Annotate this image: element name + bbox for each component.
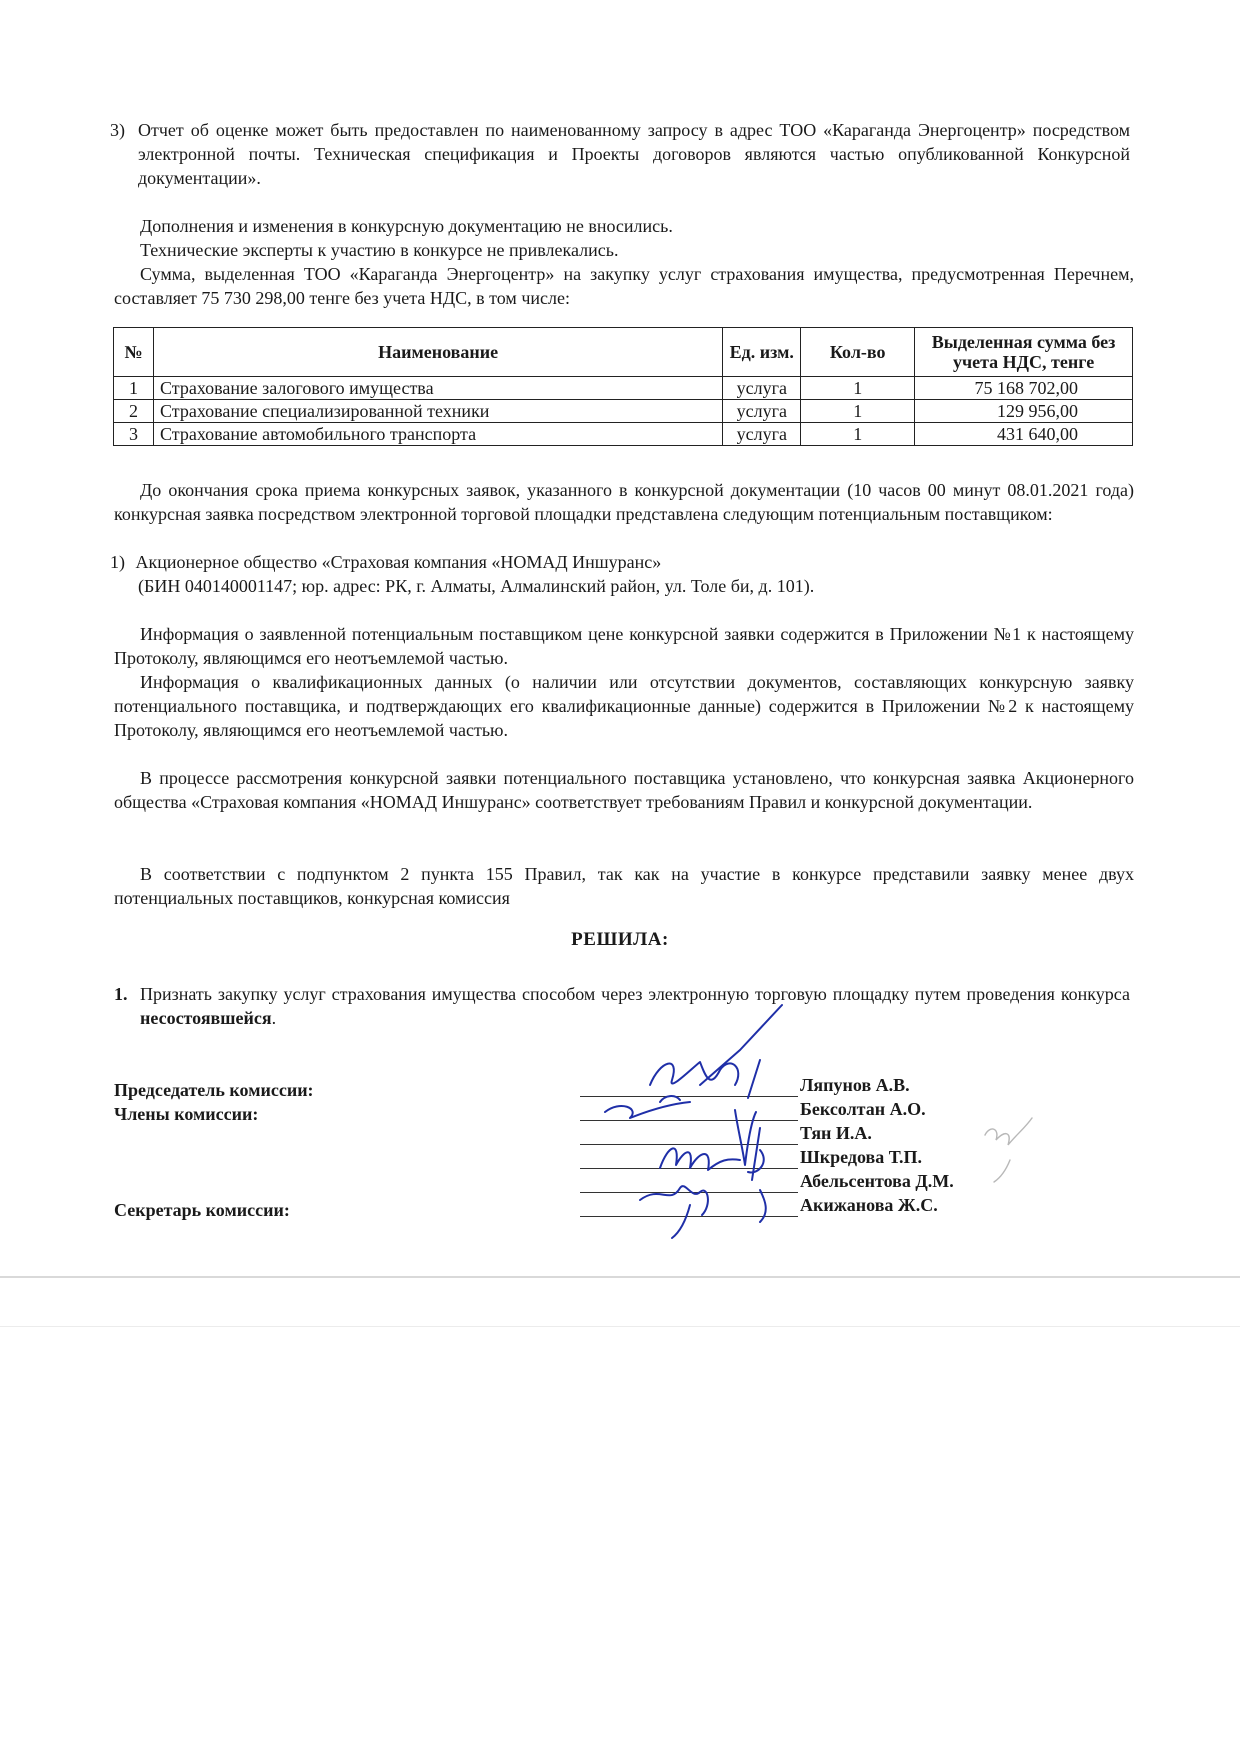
secretary-label: Секретарь комиссии: bbox=[114, 1200, 290, 1220]
member-name: Шкредова Т.П. bbox=[800, 1147, 922, 1167]
signature-line bbox=[580, 1144, 798, 1145]
signature-line bbox=[580, 1096, 798, 1097]
table-row bbox=[114, 377, 1133, 400]
header-unit: Ед. изм. bbox=[723, 328, 801, 377]
cell-num: 2 bbox=[114, 400, 154, 423]
signature-line bbox=[580, 1216, 798, 1217]
cell-qty: 1 bbox=[801, 423, 915, 446]
paragraph-basis: В соответствии с подпунктом 2 пункта 155 Правил, так как на участие в конкурсе представили заявку менее двух потенциальных поставщиков, конкурсная комиссия bbox=[114, 864, 1134, 908]
cell-unit: услуга bbox=[723, 400, 801, 423]
list-number: 3) bbox=[110, 120, 125, 140]
list-item-text: Отчет об оценке может быть предоставлен по наименованному запросу в адрес ТОО «Караганда Энергоцентр» посредством электронной почты. Техническая спецификация и Проекты договоров являются частью опубликованной Конкурсной документации». bbox=[138, 120, 1130, 188]
table-row bbox=[114, 400, 1133, 423]
member-name: Абельсентова Д.М. bbox=[800, 1171, 954, 1191]
paragraph-deadline: До окончания срока приема конкурсных заявок, указанного в конкурсной документации (10 часов 00 минут 08.01.2021 года) конкурсная заявка посредством электронной торговой площадки представлена следующим потенциальным поставщиком: bbox=[114, 480, 1134, 524]
paragraph-sum: Сумма, выделенная ТОО «Караганда Энергоцентр» на закупку услуг страхования имущества, предусмотренная Перечнем, составляет 75 730 298,00 тенге без учета НДС, в том числе: bbox=[114, 264, 1134, 308]
supplier-details: (БИН 040140001147; юр. адрес: РК, г. Алматы, Алмалинский район, ул. Толе би, д. 101). bbox=[138, 576, 815, 596]
member-name: Акижанова Ж.С. bbox=[800, 1195, 938, 1215]
paragraph-experts: Технические эксперты к участию в конкурсе не привлекались. bbox=[140, 240, 619, 260]
cell-unit: услуга bbox=[723, 423, 801, 446]
budget-table bbox=[113, 327, 1133, 446]
decision-text-end: . bbox=[271, 1008, 277, 1028]
decision-item bbox=[114, 982, 1130, 1030]
list-number: 1) bbox=[110, 552, 125, 572]
paragraph-price-info: Информация о заявленной потенциальным поставщиком цене конкурсной заявки содержится в Приложении №1 к настоящему Протоколу, являющимся его неотъемлемой частью. bbox=[114, 624, 1134, 668]
paragraph-amendments: Дополнения и изменения в конкурсную документацию не вносились. bbox=[140, 216, 673, 236]
cell-name: Страхование автомобильного транспорта bbox=[153, 423, 722, 446]
signature-line bbox=[580, 1192, 798, 1193]
table-row bbox=[114, 423, 1133, 446]
cell-name: Страхование специализированной техники bbox=[153, 400, 722, 423]
list-item-3 bbox=[110, 118, 1130, 190]
decision-heading: РЕШИЛА: bbox=[571, 929, 669, 950]
cell-amount: 129 956,00 bbox=[915, 400, 1133, 423]
cell-num: 3 bbox=[114, 423, 154, 446]
scan-edge-line bbox=[0, 1326, 1240, 1327]
chairman-label: Председатель комиссии: bbox=[114, 1080, 314, 1100]
cell-qty: 1 bbox=[801, 400, 915, 423]
signature-line bbox=[580, 1120, 798, 1121]
cell-amount: 431 640,00 bbox=[915, 423, 1133, 446]
cell-num: 1 bbox=[114, 377, 154, 400]
paragraph-qualification-info: Информация о квалификационных данных (о наличии или отсутствии документов, составляющих конкурсную заявку потенциального поставщика, и подтверждающих его квалификационные данные) содержится в Приложении №2 к настоящему Протоколу, являющимся его неотъемлемой частью. bbox=[114, 672, 1134, 740]
scan-edge-line bbox=[0, 1276, 1240, 1278]
table-header-row bbox=[114, 328, 1133, 377]
header-num: № bbox=[114, 328, 154, 377]
list-number: 1. bbox=[114, 984, 128, 1004]
cell-unit: услуга bbox=[723, 377, 801, 400]
paragraph-review: В процессе рассмотрения конкурсной заявки потенциального поставщика установлено, что конкурсная заявка Акционерного общества «Страховая компания «НОМАД Иншуранс» соответствует требованиям Правил и конкурсной документации. bbox=[114, 768, 1134, 812]
supplier-item bbox=[110, 550, 1130, 574]
signature-line bbox=[580, 1168, 798, 1169]
decision-text bbox=[140, 982, 1130, 1030]
members-label: Члены комиссии: bbox=[114, 1104, 259, 1124]
header-amount: Выделенная сумма без учета НДС, тенге bbox=[915, 328, 1133, 377]
decision-text-emphasis: несостоявшейся bbox=[140, 1008, 272, 1028]
member-name: Тян И.А. bbox=[800, 1123, 872, 1143]
member-name: Ляпунов А.В. bbox=[800, 1075, 910, 1095]
member-name: Бексолтан А.О. bbox=[800, 1099, 926, 1119]
cell-amount: 75 168 702,00 bbox=[915, 377, 1133, 400]
cell-name: Страхование залогового имущества bbox=[153, 377, 722, 400]
decision-text-main: Признать закупку услуг страхования имущества способом через электронную торговую площадку путем проведения конкурса bbox=[140, 984, 1130, 1004]
cell-qty: 1 bbox=[801, 377, 915, 400]
supplier-name: Акционерное общество «Страховая компания «НОМАД Иншуранс» bbox=[135, 552, 662, 572]
header-qty: Кол-во bbox=[801, 328, 915, 377]
header-name: Наименование bbox=[153, 328, 722, 377]
